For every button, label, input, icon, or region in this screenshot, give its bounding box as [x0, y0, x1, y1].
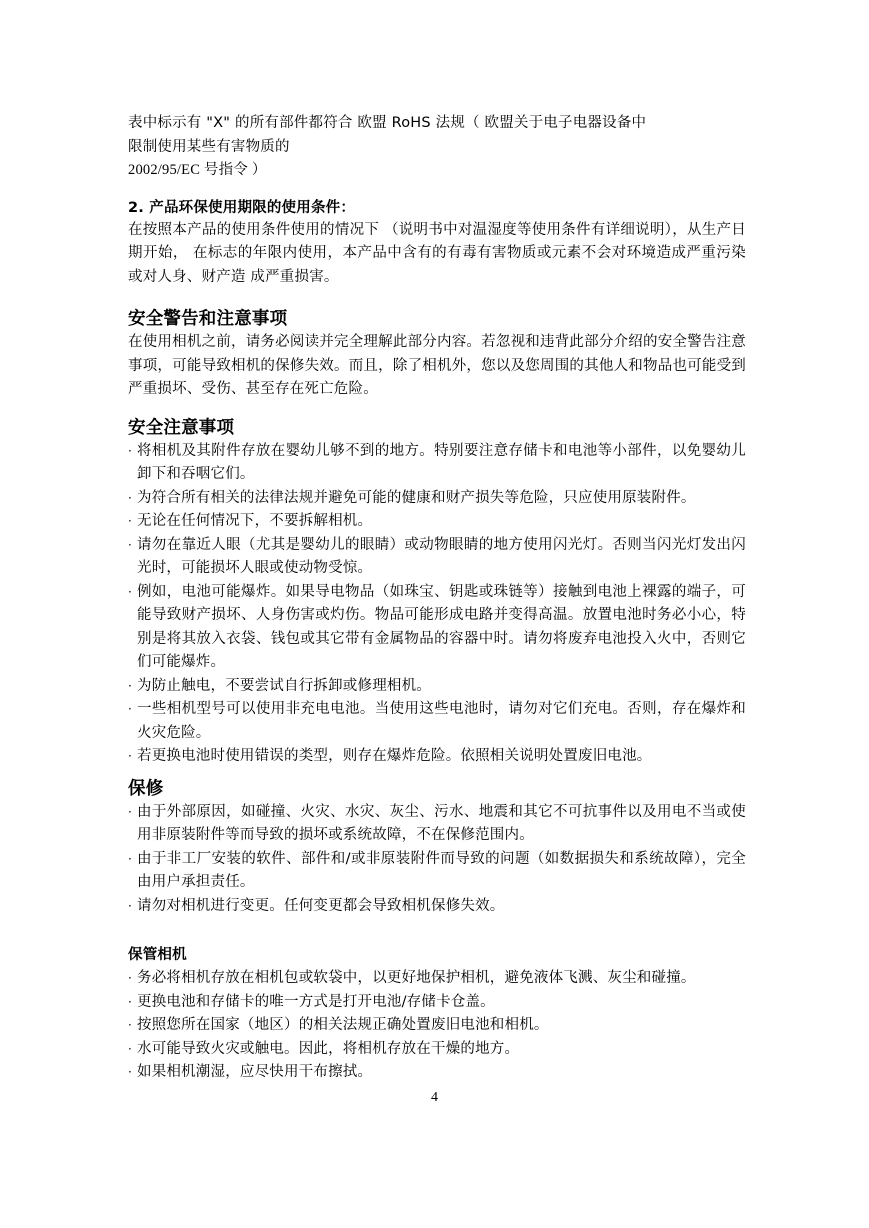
list-item-text: 将相机及其附件存放在婴幼儿够不到的地方。特别要注意存储卡和电池等小部件，以免婴幼儿卸下和吞咽它们。: [137, 442, 746, 482]
camera-storage-heading: 保管相机: [128, 947, 187, 963]
rohs-statement-line-2: 限制使用某些有害物质的: [128, 138, 290, 155]
bullet-icon: ·: [128, 851, 133, 866]
bullet-icon: ·: [128, 804, 133, 819]
rohs-statement-line-3: 2002/95/EC 号指令 ）: [128, 162, 267, 178]
list-item: [128, 1061, 746, 1085]
list-item: [128, 581, 746, 675]
list-item: [128, 510, 746, 534]
list-item-text: 为防止触电，不要尝试自行拆卸或修理相机。: [137, 677, 431, 694]
bullet-icon: ·: [128, 898, 133, 913]
list-item-text: 如果相机潮湿，应尽快用干布擦拭。: [137, 1064, 373, 1080]
bullet-icon: ·: [128, 1065, 133, 1079]
bullet-icon: ·: [128, 749, 133, 763]
list-item: [128, 675, 746, 699]
bullet-icon: ·: [128, 537, 133, 552]
safety-warnings-paragraph: 在使用相机之前，请务必阅读并完全理解此部分内容。若忽视和违背此部分介绍的安全警告注意事项，可能导致相机的保修失效。而且，除了相机外，您以及您周围的其他人和物品也可能受到严重损坏、受伤、甚至存在死亡危险。: [128, 334, 746, 397]
list-item: [128, 698, 746, 745]
page-number: 4: [431, 1090, 438, 1105]
list-item-text: 若更换电池时使用错误的类型，则存在爆炸危险。依照相关说明处置废旧电池。: [137, 748, 652, 764]
bullet-icon: ·: [128, 584, 133, 599]
list-item-text: 务必将相机存放在相机包或软袋中，以更好地保护相机，避免液体飞溅、灰尘和碰撞。: [137, 970, 696, 986]
usage-conditions-paragraph: 在按照本产品的使用条件使用的情况下 （说明书中对温湿度等使用条件有详细说明），从生产日期开始， 在标志的年限内使用，本产品中含有的有毒有害物质或元素不会对环境造成严重污染或对人身、财产造 成严重损害。: [128, 221, 746, 285]
bullet-icon: ·: [128, 971, 133, 985]
bullet-icon: ·: [128, 702, 133, 716]
bullet-icon: ·: [128, 443, 133, 458]
safety-precautions-list: [128, 440, 746, 769]
list-item: [128, 534, 746, 581]
warranty-list: [128, 801, 746, 919]
rohs-statement-line-1: 表中标示有 "X" 的所有部件都符合 欧盟 RoHS 法规（ 欧盟关于电子电器设备中: [128, 115, 647, 131]
list-item: [128, 440, 746, 487]
list-item: [128, 848, 746, 895]
list-item: [128, 895, 746, 919]
safety-warnings-heading: 安全警告和注意事项: [128, 309, 288, 329]
safety-precautions-heading: 安全注意事项: [128, 417, 235, 438]
list-item: [128, 991, 746, 1015]
usage-conditions-heading: 2. 产品环保使用期限的使用条件：: [128, 199, 356, 216]
list-item-text: 一些相机型号可以使用非充电电池。当使用这些电池时，请勿对它们充电。否则，存在爆炸和火灾危险。: [137, 701, 746, 741]
list-item: [128, 487, 746, 511]
list-item-text: 由于外部原因，如碰撞、火灾、水灾、灰尘、污水、地震和其它不可抗事件以及用电不当或使用非原装附件等而导致的损坏或系统故障，不在保修范围内。: [137, 803, 746, 843]
bullet-icon: ·: [128, 490, 133, 505]
bullet-icon: ·: [128, 514, 133, 528]
list-item-text: 更换电池和存储卡的唯一方式是打开电池/存储卡仓盖。: [137, 993, 495, 1010]
bullet-icon: ·: [128, 994, 133, 1009]
list-item-text: 水可能导致火灾或触电。因此，将相机存放在干燥的地方。: [137, 1040, 520, 1057]
list-item: [128, 1014, 746, 1038]
list-item-text: 为符合所有相关的法律法规并避免可能的健康和财产损失等危险，只应使用原装附件。: [137, 489, 696, 506]
list-item: [128, 967, 746, 991]
camera-storage-list: [128, 967, 746, 1085]
bullet-icon: ·: [128, 678, 133, 693]
list-item-text: 请勿在靠近人眼（尤其是婴幼儿的眼睛）或动物眼睛的地方使用闪光灯。否则当闪光灯发出闪光时，可能损坏人眼或使动物受惊。: [137, 536, 746, 576]
list-item-text: 按照您所在国家（地区）的相关法规正确处置废旧电池和相机。: [137, 1017, 549, 1033]
list-item-text: 请勿对相机进行变更。任何变更都会导致相机保修失效。: [137, 897, 505, 914]
list-item: [128, 745, 746, 769]
page-content: [128, 112, 746, 1085]
bullet-icon: ·: [128, 1041, 133, 1056]
list-item-text: 例如，电池可能爆炸。如果导电物品（如珠宝、钥匙或珠链等）接触到电池上裸露的端子，可能导致财产损坏、人身伤害或灼伤。物品可能形成电路并变得高温。放置电池时务必小心，特别是将其放入衣袋、钱包或其它带有金属物品的容器中时。请勿将废弃电池投入火中，否则它们可能爆炸。: [137, 583, 746, 670]
list-item: [128, 1038, 746, 1062]
warranty-heading: 保修: [128, 778, 164, 799]
list-item-text: 由于非工厂安装的软件、部件和/或非原装附件而导致的问题（如数据损失和系统故障），完全由用户承担责任。: [137, 850, 746, 890]
list-item-text: 无论在任何情况下，不要拆解相机。: [137, 513, 373, 529]
bullet-icon: ·: [128, 1018, 133, 1032]
list-item: [128, 801, 746, 848]
